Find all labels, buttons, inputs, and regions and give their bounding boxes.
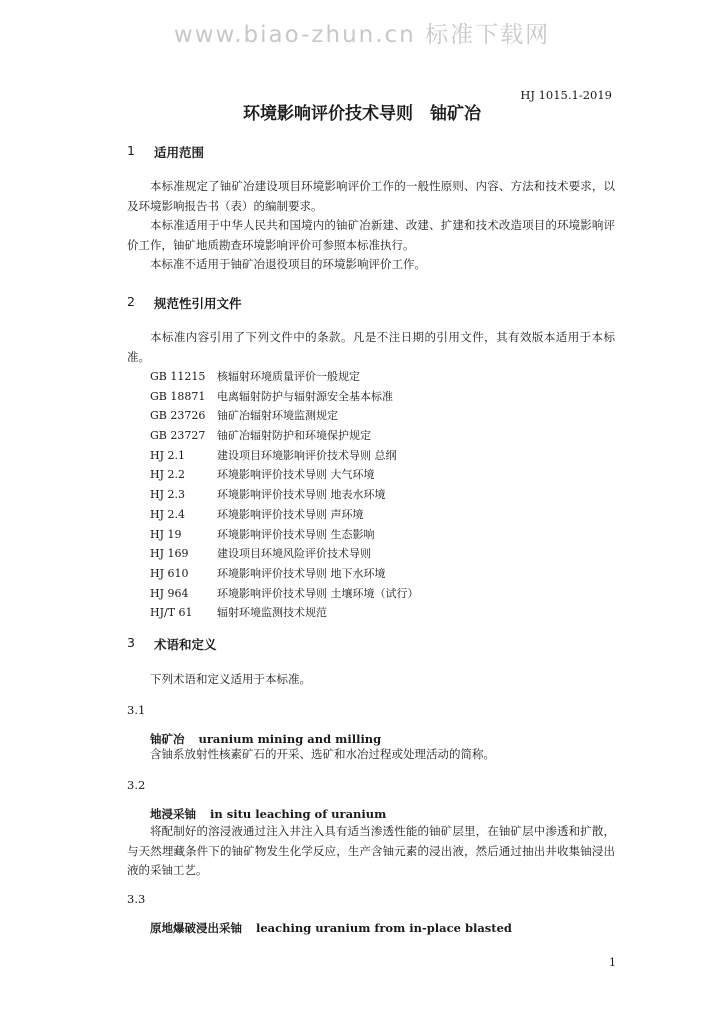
reference-name: 环境影响评价技术导则 生态影响 (217, 527, 375, 541)
reference-item (150, 465, 419, 485)
reference-list (150, 367, 419, 623)
section-title: 规范性引用文件 (154, 296, 242, 311)
reference-code: HJ/T 61 (150, 606, 193, 620)
reference-code: GB 11215 (150, 370, 206, 383)
reference-item (150, 564, 419, 584)
section-number: 3 (127, 635, 135, 650)
reference-code: GB 18871 (150, 389, 206, 403)
page-number: 1 (609, 956, 616, 969)
reference-name: 环境影响评价技术导则 地下水环境 (217, 566, 386, 580)
reference-code: GB 23726 (150, 409, 206, 423)
section-title: 术语和定义 (154, 637, 217, 652)
reference-code: HJ 19 (150, 527, 182, 541)
terms-intro: 下列术语和定义适用于本标准。 (150, 672, 311, 686)
term-en: leaching uranium from in-place blasted (256, 921, 512, 935)
reference-item (150, 446, 419, 466)
scope-paragraph: 本标准不适用于铀矿冶退役项目的环境影响评价工作。 (150, 257, 426, 271)
term-zh: 地浸采铀 (150, 807, 196, 821)
term-zh: 原地爆破浸出采铀 (150, 921, 242, 935)
reference-code: HJ 964 (150, 586, 189, 600)
reference-item (150, 387, 419, 407)
scope-paragraph: 本标准适用于中华人民共和国境内的铀矿冶新建、改建、扩建和技术改造项目的环境影响评价工作，铀矿地质勘查环境影响评价可参照本标准执行。 (127, 218, 615, 252)
reference-name: 核辐射环境质量评价一般规定 (217, 370, 360, 383)
section-number: 2 (127, 294, 135, 309)
term-number: 3.3 (127, 892, 146, 906)
document-title: 环境影响评价技术导则 铀矿冶 (243, 104, 481, 124)
section-title: 适用范围 (154, 145, 205, 160)
reference-code: HJ 610 (150, 566, 189, 580)
reference-item (150, 426, 419, 446)
reference-name: 辐射环境监测技术规范 (217, 606, 327, 620)
reference-code: HJ 2.3 (150, 488, 185, 502)
reference-name: 电离辐射防护与辐射源安全基本标准 (217, 389, 393, 403)
reference-code: HJ 2.4 (150, 507, 185, 521)
term-definition: 将配制好的溶浸液通过注入井注入具有适当渗透性能的铀矿层里，在铀矿层中渗透和扩散，与天然埋藏条件下的铀矿物发生化学反应，生产含铀元素的浸出液，然后通过抽出井收集铀浸出液的采铀工艺。 (127, 824, 615, 877)
reference-name: 环境影响评价技术导则 地表水环境 (217, 488, 386, 502)
reference-code: HJ 169 (150, 547, 189, 561)
reference-name: 建设项目环境影响评价技术导则 总纲 (217, 448, 397, 462)
reference-name: 环境影响评价技术导则 土壤环境（试行） (217, 586, 419, 600)
reference-item (150, 603, 419, 623)
reference-item (150, 544, 419, 564)
section-number: 1 (127, 143, 135, 158)
scope-paragraph: 本标准规定了铀矿冶建设项目环境影响评价工作的一般性原则、内容、方法和技术要求，以及环境影响报告书（表）的编制要求。 (127, 179, 615, 213)
reference-code: HJ 2.1 (150, 448, 185, 462)
reference-name: 环境影响评价技术导则 声环境 (217, 507, 364, 521)
reference-name: 铀矿冶辐射防护和环境保护规定 (217, 429, 371, 443)
term-heading (150, 920, 512, 936)
reference-name: 铀矿冶辐射环境监测规定 (217, 409, 338, 423)
term-heading (150, 806, 386, 822)
term-number: 3.2 (127, 778, 146, 792)
term-number: 3.1 (127, 703, 146, 717)
reference-item (150, 525, 419, 545)
reference-item (150, 406, 419, 426)
reference-code: GB 23727 (150, 429, 206, 443)
standard-number: HJ 1015.1-2019 (520, 88, 612, 102)
reference-item (150, 485, 419, 505)
term-en: uranium mining and milling (198, 732, 382, 746)
reference-item (150, 505, 419, 525)
reference-code: HJ 2.2 (150, 468, 185, 482)
reference-item (150, 367, 419, 387)
term-zh: 铀矿冶 (150, 732, 185, 746)
reference-item (150, 584, 419, 604)
term-en: in situ leaching of uranium (210, 807, 387, 821)
references-intro: 本标准内容引用了下列文件中的条款。凡是不注日期的引用文件，其有效版本适用于本标准。 (127, 330, 615, 364)
reference-name: 建设项目环境风险评价技术导则 (217, 547, 371, 561)
reference-name: 环境影响评价技术导则 大气环境 (217, 468, 375, 482)
term-definition: 含铀系放射性核素矿石的开采、选矿和水冶过程或处理活动的简称。 (150, 747, 495, 761)
watermark: www.biao-zhun.cn 标准下载网 (173, 22, 551, 48)
